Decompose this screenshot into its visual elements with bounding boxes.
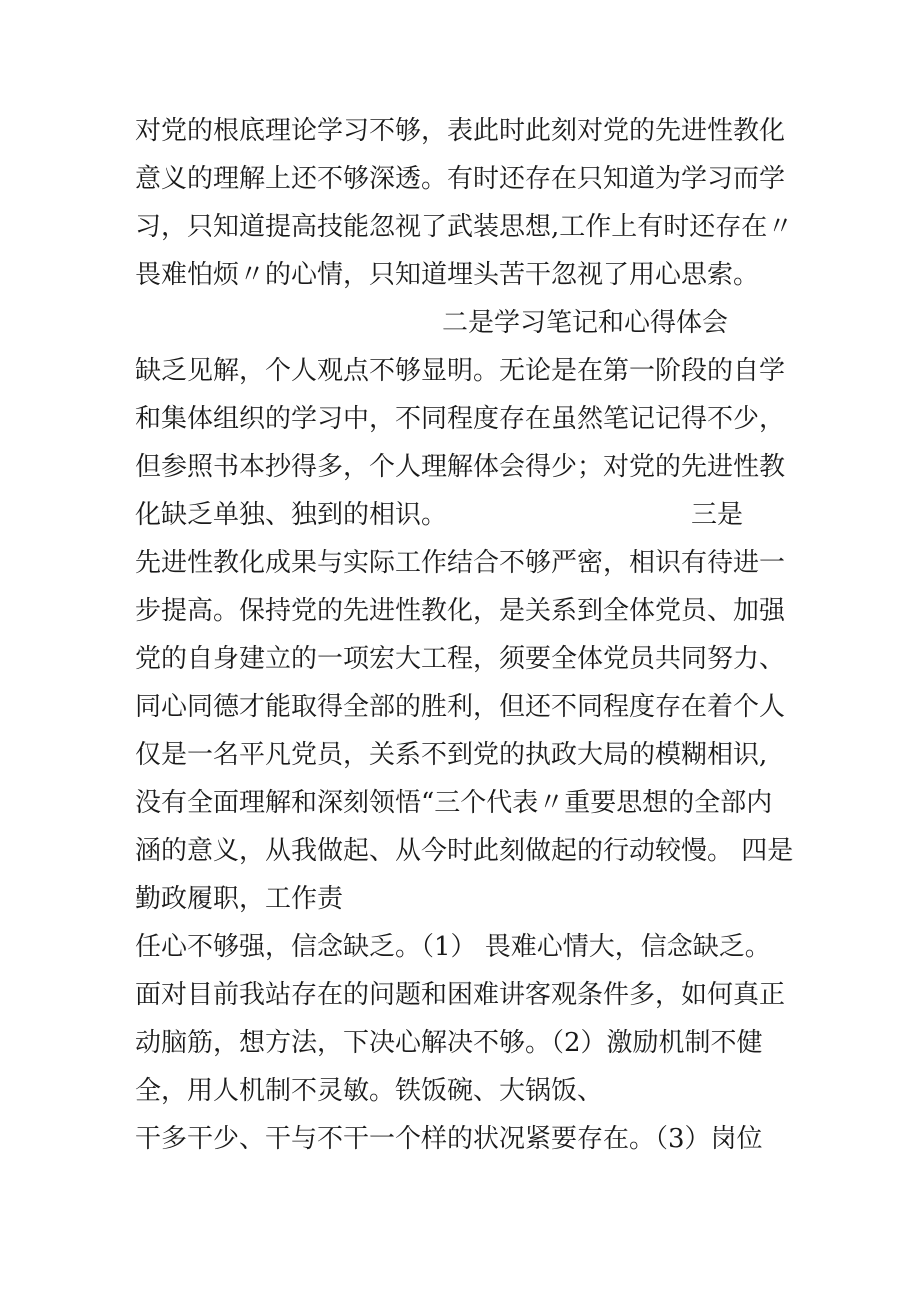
text-line: 和集体组织的学习中，不同程度存在虽然笔记记得不少， [135, 404, 786, 434]
text-line: 没有全面理解和深刻领悟“三个代表〃重要思想的全部内 [135, 788, 773, 818]
text-line: 仅是一名平凡党员，关系不到党的执政大局的模糊相识, [135, 740, 768, 770]
text-line-section-heading: 二是学习笔记和心得体会 [442, 308, 729, 338]
text-line: 步提高。保持党的先进性教化，是关系到全体党员、加强 [135, 596, 786, 626]
text-line: 化缺乏单独、独到的相识。 [135, 500, 448, 530]
text-line: 意义的理解上还不够深透。有时还存在只知道为学习而学 [135, 164, 786, 194]
text-line-section-marker: 三是 [691, 500, 744, 530]
text-line: 动脑筋，想方法，下决心解决不够。（2）激励机制不健 [135, 1028, 763, 1058]
text-line: 畏难怕烦〃的心情，只知道埋头苦干忽视了用心思索。 [135, 260, 760, 290]
text-line: 同心同德才能取得全部的胜利，但还不同程度存在着个人 [135, 692, 786, 722]
text-line: 干多干少、干与不干一个样的状况紧要存在。（3）岗位 [135, 1124, 763, 1154]
text-line: 全，用人机制不灵敏。铁饭碗、大锅饭、 [135, 1076, 604, 1106]
text-line: 先进性教化成果与实际工作结合不够严密，相识有待进一 [135, 548, 786, 578]
text-line: 习，只知道提高技能忽视了武装思想,工作上有时还存在〃 [135, 212, 794, 242]
text-line: 勤政履职，工作责 [135, 884, 344, 914]
text-line: 党的自身建立的一项宏大工程，须要全体党员共同努力、 [135, 644, 786, 674]
text-line: 缺乏见解，个人观点不够显明。无论是在第一阶段的自学 [135, 356, 786, 386]
text-line: 对党的根底理论学习不够，表此时此刻对党的先进性教化 [135, 116, 786, 146]
text-line: 面对目前我站存在的问题和困难讲客观条件多，如何真正 [135, 980, 786, 1010]
text-line: 任心不够强，信念缺乏。（1） 畏难心情大，信念缺乏。 [135, 932, 771, 962]
text-line: 涵的意义，从我做起、从今时此刻做起的行动较慢。 四是 [135, 836, 794, 866]
text-line: 但参照书本抄得多，个人理解体会得少；对党的先进性教 [135, 452, 786, 482]
